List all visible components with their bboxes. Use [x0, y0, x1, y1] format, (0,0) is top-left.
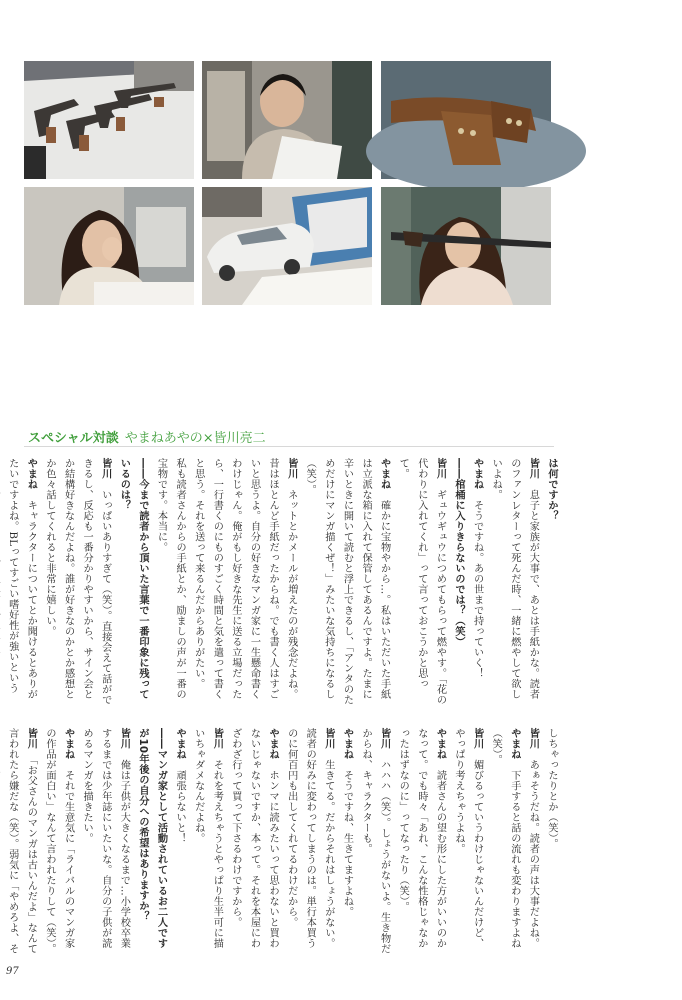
speaker-label: やまね — [267, 728, 279, 770]
paragraph — [0, 458, 39, 708]
paragraph — [393, 458, 449, 708]
speaker-label: 皆川 — [322, 728, 334, 760]
paragraph-text: 読者さんの望む形にした方がいいのかなって。でも時々「あれ、こんな性格じゃなかったはずなのに」ってなったり（笑）。 — [397, 728, 446, 949]
heading-names: やまねあやの×皆川亮二 — [124, 431, 266, 446]
paragraph — [188, 458, 300, 708]
paragraph-text: いっぱいありすぎて（笑）。直接会えて話ができるし、反応も一番分かりやすいから、サイン会とか結構好きなんだよね。誰が好きなのかとか感想とか色々話してくれると非常に嬉しい。 — [43, 458, 111, 705]
paragraph-text: 息子と家族が大事で、あとは手紙かな。読者のファンレターって死んだ時、一緒に燃やして欲しいよね。 — [490, 458, 539, 700]
paragraph — [225, 728, 281, 958]
paragraph — [114, 458, 151, 708]
paragraph — [486, 458, 542, 708]
speaker-label: 皆川 — [118, 728, 130, 760]
paragraph — [151, 458, 188, 708]
paragraph-text: それで生意気に「ライバルのマンガ家の作品が面白い」なんて言われたりして（笑）。 — [43, 728, 74, 954]
speaker-label: やまね — [378, 458, 390, 500]
speaker-label: 皆川 — [211, 728, 223, 760]
heading-tag: スペシャル対談 — [28, 431, 119, 446]
speaker-label: 皆川 — [99, 458, 111, 490]
speaker-label: やまね — [25, 458, 37, 500]
speaker-label: やまね — [471, 458, 483, 500]
paragraph — [300, 458, 393, 708]
paragraph — [281, 728, 337, 958]
photo-model-car — [202, 187, 372, 305]
upper-text-column — [6, 458, 560, 708]
paragraph-text: それを考えちゃうとやっぱり生半可に描いちゃダメなんだよね。 — [192, 728, 223, 949]
interviewer-question: ――マンガ家として活動されているお二人ですが10年後の自分への希望はありますか？ — [136, 728, 167, 949]
paragraph — [448, 728, 485, 958]
paragraph — [523, 728, 542, 958]
paragraph-text: 「お父さんのマンガは古いんだよ」なんて言われたら嫌だな（笑）。弱気に「やめろよ、そ — [6, 728, 37, 954]
paragraph-text: ギュウギュウにつめてもらって燃やす。「花の代わりに入れてくれ」って言っておこうかと思って。 — [397, 458, 446, 705]
speaker-label: やまね — [62, 728, 74, 770]
photo-model-guns — [24, 61, 194, 179]
speaker-label: 皆川 — [378, 728, 390, 760]
paragraph-text: 頑張らないと！ — [174, 770, 186, 844]
paragraph-text: 媚びるっていうわけじゃないんだけど、やっぱり考えちゃうよね。 — [453, 728, 483, 949]
lower-text-column — [6, 728, 560, 958]
speaker-label: やまね — [341, 728, 353, 770]
paragraph-text: ホンマに読みたいって思わないと買わないじゃないですか、本って。それを本屋にわざわざ行って買って下さるわけですから。 — [229, 728, 279, 949]
paragraph — [0, 728, 39, 958]
paragraph-text: しちゃったりとか（笑）。 — [546, 728, 557, 849]
speaker-label: 皆川 — [285, 458, 297, 490]
article-heading — [28, 427, 266, 446]
paragraph — [393, 728, 449, 958]
photo-minagawa — [202, 61, 372, 179]
interviewer-question: ――今まで読者から頂いた言葉で一番印象に残っているのは？ — [118, 458, 148, 700]
paragraph — [486, 728, 523, 958]
paragraph — [541, 458, 560, 708]
paragraph-text: 下手すると話の流れも変わりますよね（笑）。 — [490, 728, 520, 949]
paragraph — [467, 458, 486, 708]
speaker-label: 皆川 — [434, 458, 446, 490]
paragraph — [39, 458, 113, 708]
speaker-label: やまね — [508, 728, 520, 770]
paragraph — [39, 728, 76, 958]
photo-holster — [381, 61, 551, 179]
photo-yamane-laughing — [24, 187, 194, 305]
paragraph-text: 生きてる。だからそれはしょうがない。読者の好みに変わってしまうのは。単行本買うのに何百円も出してくれてるわけだから。 — [285, 728, 334, 949]
paragraph — [541, 728, 560, 958]
speaker-label: やまね — [434, 728, 446, 770]
photo-yamane-gun — [381, 187, 551, 305]
paragraph-text: そうですね。あの世まで持っていく！ — [471, 500, 483, 679]
speaker-label: 皆川 — [25, 728, 37, 760]
page-number: 97 — [6, 966, 19, 977]
paragraph — [170, 728, 189, 958]
interviewer-question: は何ですか？ — [546, 458, 557, 521]
paragraph — [448, 458, 467, 708]
speaker-label: 皆川 — [527, 458, 539, 490]
speaker-label: 皆川 — [527, 728, 539, 760]
heading-divider — [24, 446, 554, 447]
paragraph — [77, 728, 133, 958]
speaker-label: やまね — [174, 728, 186, 770]
paragraph-text: 私も読者さんからの手紙とか、励ましの声が一番の宝物です。本当に。 — [155, 458, 186, 700]
interviewer-question: ――棺桶に入りきらないのでは？（笑） — [453, 458, 465, 647]
paragraph-text: 確かに宝物やから…。私はいただいた手紙は立派な箱に入れて保管してあるんですよ。たまに辛いときに開いて読むと浮上できるし、「アンタのためだけにマンガ描くぜ！」みたいな気持ちになるし（笑）。 — [304, 458, 390, 705]
speaker-label: 皆川 — [471, 728, 483, 760]
paragraph-text: キャラクターについてとか聞けるとありがたいですよね。BLってすごい嗜好性が強いという — [6, 458, 37, 700]
paragraph — [337, 728, 356, 958]
paragraph — [132, 728, 169, 958]
paragraph-text: あぁそうだね。読者の声は大事だよね。 — [527, 759, 539, 949]
paragraph-text: ハハハ（笑）。しょうがないよ。生き物だからね、キャラクターも。 — [360, 728, 390, 954]
paragraph — [355, 728, 392, 958]
paragraph — [188, 728, 225, 958]
paragraph-text: 俺は子供が大きくなるまで…小学校卒業するまでは少年誌にいたいな。自分の子供が読めるマンガを描きたい。 — [81, 728, 130, 949]
paragraph-text: そうですね、生きてますよね。 — [341, 770, 353, 917]
paragraph-text: ネットとかメールが増えたのが残念だよね。昔はほとんど手紙だったからね。でも書く人はすごいと思うよ。自分の好きなマンガ家に一生懸命書くわけじゃん。俺がもし好きな先生に送る立場だったら、一行書くのにものすごく時間と気を遣って書くと思う。それを送って来るんだからありがたい。 — [192, 458, 297, 700]
